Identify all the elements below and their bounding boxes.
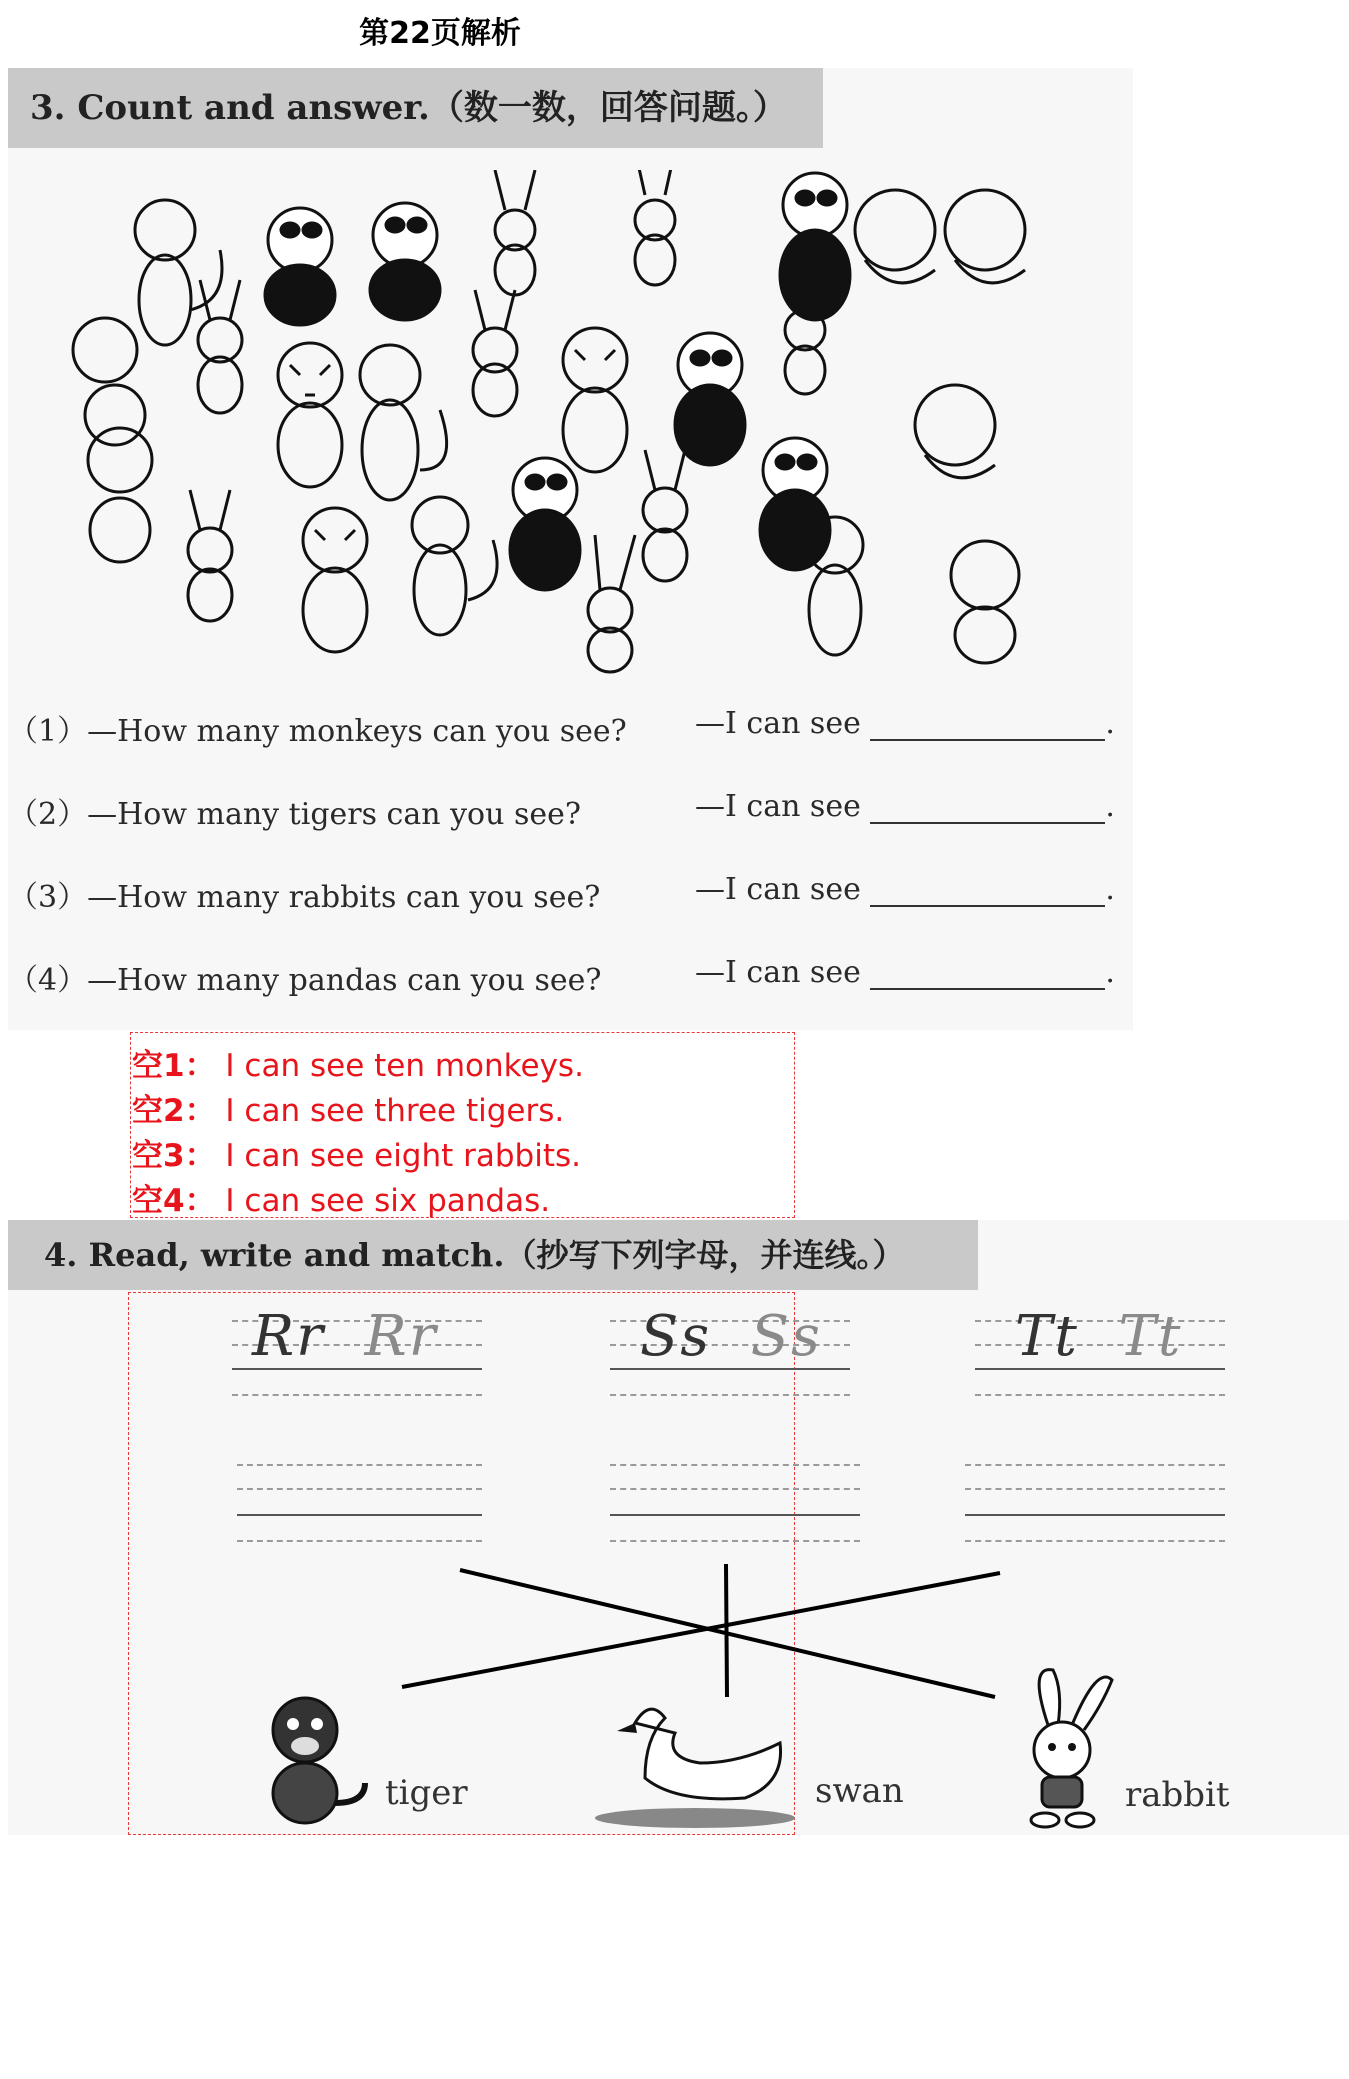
letter-dark: Ss [640, 1304, 712, 1369]
answer-label: 空3： [132, 1138, 216, 1174]
answer-text: I can see ten monkeys. [215, 1048, 584, 1084]
swan-icon [595, 1698, 795, 1828]
answer-prompt-4: —I can see . [695, 955, 1115, 990]
question-text: —How many monkeys can you see? [87, 714, 627, 749]
question-text: —How many pandas can you see? [87, 963, 602, 998]
answer-text: I can see eight rabbits. [215, 1138, 582, 1174]
word-rabbit: rabbit [1125, 1775, 1230, 1815]
letter-light: Ss [750, 1304, 822, 1369]
page-title: 第22页解析 [359, 16, 521, 51]
question-number: （3） [8, 880, 88, 915]
answer-prompt: —I can see [695, 955, 861, 990]
question-number: （4） [8, 963, 88, 998]
answer-text: I can see six pandas. [215, 1183, 551, 1219]
section3-heading: 3. Count and answer.（数一数，回答问题。） [8, 68, 823, 148]
match-line-ss-swan [726, 1564, 727, 1697]
letter-dark: Rr [252, 1304, 325, 1369]
answer-text: I can see three tigers. [215, 1093, 565, 1129]
match-line-tt-tiger [402, 1573, 1000, 1687]
letter-dark: Tt [1015, 1304, 1079, 1369]
answer-prompt-2: —I can see . [695, 789, 1115, 824]
answer-label: 空1： [132, 1048, 216, 1084]
tiger-icon [260, 1688, 380, 1828]
section4-heading: 4. Read, write and match.（抄写下列字母，并连线。） [8, 1220, 978, 1290]
answer-label: 空2： [132, 1093, 216, 1129]
rabbit-icon [1010, 1665, 1120, 1835]
answer-prompt-3: —I can see . [695, 872, 1115, 907]
question-text: —How many rabbits can you see? [87, 880, 601, 915]
question-text: —How many tigers can you see? [87, 797, 581, 832]
answer-label: 空4： [132, 1183, 216, 1219]
word-swan: swan [815, 1771, 904, 1811]
answer-prompt: —I can see [695, 706, 861, 741]
answer-prompt: —I can see [695, 789, 861, 824]
question-number: （2） [8, 797, 88, 832]
letter-light: Rr [364, 1304, 438, 1369]
answer-prompt: —I can see [695, 872, 861, 907]
answer-prompt-1: —I can see . [695, 706, 1115, 741]
question-number: （1） [8, 714, 88, 749]
word-tiger: tiger [385, 1773, 468, 1813]
letter-light: Tt [1118, 1304, 1183, 1369]
